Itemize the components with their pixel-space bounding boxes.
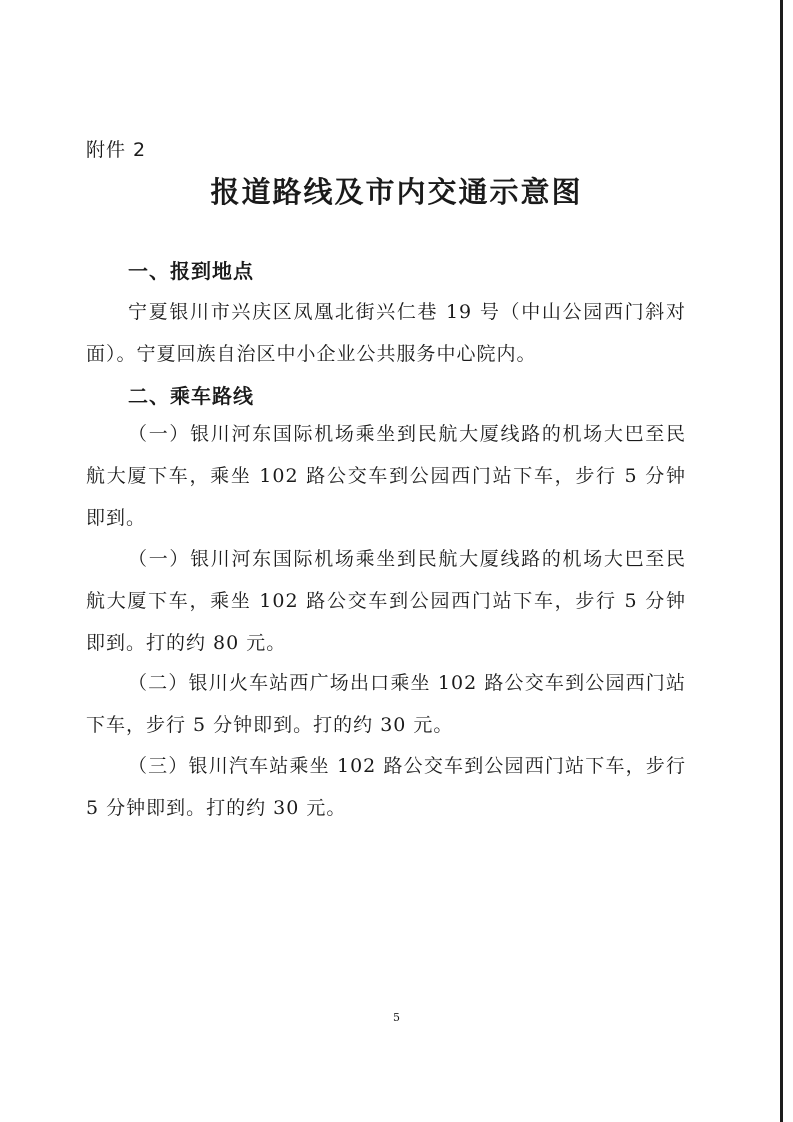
page-number: 5	[393, 1011, 400, 1024]
section-1-text: 宁夏银川市兴庆区凤凰北街兴仁巷 19 号（中山公园西门斜对面）。宁夏回族自治区中小企业公共服务中心院内。	[86, 301, 686, 365]
document-title: 报道路线及市内交通示意图	[210, 175, 583, 209]
scan-edge-line	[780, 0, 783, 1122]
route-item-1: （一）银川河东国际机场乘坐到民航大厦线路的机场大巴至民航大厦下车，乘坐 102 路公交车到公园西门站下车，步行 5 分钟即到。	[86, 423, 686, 529]
route-item-2: （一）银川河东国际机场乘坐到民航大厦线路的机场大巴至民航大厦下车，乘坐 102 路公交车到公园西门站下车，步行 5 分钟即到。打的约 80 元。	[86, 548, 686, 654]
route-item-3: （二）银川火车站西广场出口乘坐 102 路公交车到公园西门站下车，步行 5 分钟即到。打的约 30 元。	[86, 672, 686, 736]
section-1-heading: 一、报到地点	[128, 259, 254, 283]
attachment-label: 附件 2	[86, 139, 147, 161]
route-item-4: （三）银川汽车站乘坐 102 路公交车到公园西门站下车，步行 5 分钟即到。打的约 30 元。	[86, 755, 686, 819]
section-2-heading: 二、乘车路线	[128, 384, 254, 408]
